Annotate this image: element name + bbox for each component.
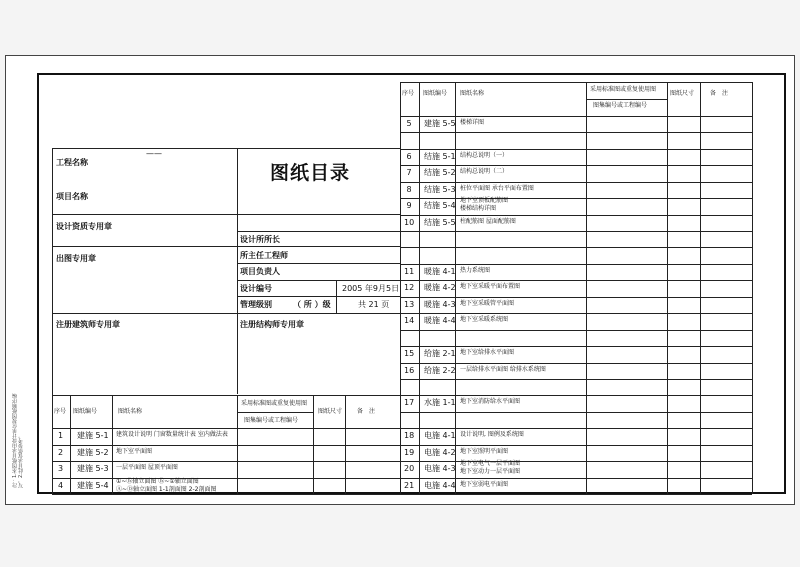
row-drawing-name: 桩位平面图 承台平面布置图	[460, 185, 534, 192]
row-drawing-name: 一层给排水平面图 给排水系统图	[460, 366, 546, 373]
tb-line	[237, 280, 400, 281]
grid-line	[400, 494, 752, 495]
grid-line	[586, 99, 667, 100]
drawing-seal-label: 出图专用章	[56, 254, 96, 263]
right-header-remarks: 备 注	[710, 90, 729, 97]
left-header-standard-line1: 采用标准图或重复使用图	[241, 400, 308, 407]
structural-seal-label: 注册结构师专用章	[240, 320, 304, 329]
row-seq: 5	[406, 119, 412, 128]
left-header-drawing-name: 图纸名称	[118, 408, 143, 415]
grid-line	[237, 395, 238, 494]
row-drawing-code: 暖施 4-4	[424, 316, 456, 325]
row-drawing-code: 电施 4-4	[424, 481, 456, 490]
grid-line	[237, 412, 313, 413]
row-drawing-code: 给施 2-2	[424, 366, 456, 375]
row-seq: 6	[406, 152, 412, 161]
tb-line	[237, 296, 400, 297]
total-pages: 共 21 页	[358, 300, 390, 309]
row-drawing-code: 暖施 4-2	[424, 283, 456, 292]
project-lead-label: 项目负责人	[240, 267, 280, 276]
tb-line	[237, 263, 400, 264]
row-drawing-code: 结施 5-4	[424, 201, 456, 210]
grid-line	[700, 82, 701, 494]
row-drawing-code: 建施 5-5	[424, 119, 456, 128]
row-drawing-code: 结施 5-2	[424, 168, 456, 177]
row-seq: 8	[406, 185, 412, 194]
row-drawing-code: 电施 4-2	[424, 448, 456, 457]
right-header-standard-line2: 图集编号或工程编号	[593, 102, 648, 109]
grid-line	[70, 395, 71, 494]
grid-line	[52, 478, 400, 479]
design-seal-label: 设计资质专用章	[56, 222, 112, 231]
row-drawing-code: 结施 5-5	[424, 218, 456, 227]
row-drawing-name: 地下室采暖管平面图	[460, 300, 515, 307]
row-seq: 18	[404, 431, 415, 440]
row-seq: 10	[404, 218, 415, 227]
grid-line	[52, 445, 400, 446]
row-drawing-name: 热力系统图	[460, 267, 491, 274]
right-header-drawing-no: 图纸编号	[423, 90, 448, 97]
row-seq: 21	[404, 481, 415, 490]
row-drawing-name: 地下室给排水平面图	[460, 349, 515, 356]
row-seq: 7	[406, 168, 412, 177]
row-drawing-code: 给施 2-1	[424, 349, 456, 358]
row-drawing-name: 地下室动力一层平面图	[460, 468, 521, 475]
row-drawing-name: 地下室采暖系统图	[460, 316, 509, 323]
grid-line	[52, 395, 53, 494]
row-drawing-code: 电施 4-3	[424, 464, 456, 473]
row-drawing-code: 建施 5-1	[77, 431, 109, 440]
row-drawing-name: 结构总说明（一）	[460, 152, 509, 159]
row-drawing-code: 建施 5-2	[77, 448, 109, 457]
left-header-drawing-no: 图纸编号	[73, 408, 98, 415]
tb-line	[52, 246, 400, 247]
right-header-drawing-name: 图纸名称	[460, 90, 485, 97]
design-number-label: 设计编号	[240, 284, 272, 293]
row-drawing-name: 地下室电气一层平面图	[460, 460, 521, 467]
left-header-standard-line2: 图集编号或工程编号	[244, 417, 299, 424]
row-drawing-name: 地下室照明平面图	[460, 448, 509, 455]
tb-line	[52, 214, 400, 215]
row-seq: 4	[58, 481, 64, 490]
row-seq: 1	[58, 431, 64, 440]
grid-line	[345, 395, 346, 494]
row-seq: 2	[58, 448, 64, 457]
tb-line	[336, 280, 337, 313]
project-name-value: ——	[146, 149, 162, 158]
row-drawing-name: 地下室平面图	[116, 448, 153, 455]
row-drawing-code: 建施 5-3	[77, 464, 109, 473]
row-drawing-name: 地下室消防给水平面图	[460, 398, 521, 405]
management-level-label: 管理级别	[240, 300, 272, 309]
row-seq: 20	[404, 464, 415, 473]
row-drawing-name: 一层平面图 屋顶平面图	[116, 464, 178, 471]
architect-seal-label: 注册建筑师专用章	[56, 320, 120, 329]
row-seq: 16	[404, 366, 415, 375]
grid-line	[313, 395, 314, 494]
document-title: 图纸目录	[270, 162, 351, 184]
tb-line	[52, 395, 400, 396]
right-header-size: 图纸尺寸	[670, 90, 695, 97]
row-drawing-name: 地下室采暖平面布置图	[460, 283, 521, 290]
row-seq: 14	[404, 316, 415, 325]
row-seq: 17	[404, 398, 415, 407]
row-drawing-name: 柱配筋图 屋面配筋图	[460, 218, 516, 225]
right-header-seq: 序号	[402, 90, 415, 97]
row-drawing-name: 设计说明, 图例及系统图	[460, 431, 524, 438]
row-seq: 13	[404, 300, 415, 309]
row-seq: 9	[406, 201, 412, 210]
row-drawing-code: 暖施 4-1	[424, 267, 456, 276]
row-seq: 19	[404, 448, 415, 457]
row-drawing-name: Ⓐ~Ⓓ轴立面图 1-1剖面图 2-2剖面图	[116, 486, 217, 493]
row-drawing-name: 地下室顶板配筋图	[460, 197, 509, 204]
director-label: 设计所所长	[240, 235, 280, 244]
row-drawing-name: 结构总说明（二）	[460, 168, 509, 175]
management-level-value: （ 所 ）级	[293, 300, 331, 309]
side-note: 注：1.本图纸目录由设计单位按图纸顺序编写，2.此目录仅供参考。	[12, 393, 24, 488]
project-name-label: 工程名称	[56, 158, 88, 167]
grid-line	[112, 395, 113, 494]
row-drawing-code: 结施 5-3	[424, 185, 456, 194]
row-drawing-name: 楼梯结构详图	[460, 205, 497, 212]
row-drawing-name: ①~⑮轴立面图 ⑮~①轴立面图	[116, 478, 199, 485]
row-drawing-name: 地下室弱电平面图	[460, 481, 509, 488]
tb-line	[237, 231, 400, 232]
left-header-seq: 序号	[54, 408, 67, 415]
grid-line	[400, 395, 401, 494]
tb-line	[52, 148, 400, 149]
row-seq: 12	[404, 283, 415, 292]
left-header-size: 图纸尺寸	[318, 408, 343, 415]
row-drawing-code: 电施 4-1	[424, 431, 456, 440]
tb-line	[237, 148, 238, 394]
right-header-standard-line1: 采用标准图或重复使用图	[590, 86, 657, 93]
row-seq: 11	[404, 267, 415, 276]
grid-line	[52, 461, 400, 462]
grid-line	[52, 428, 400, 429]
row-drawing-code: 结施 5-1	[424, 152, 456, 161]
left-header-remarks: 备 注	[357, 408, 376, 415]
design-date: 2005 年9月5日	[342, 284, 400, 293]
row-seq: 3	[58, 464, 64, 473]
row-drawing-code: 暖施 4-3	[424, 300, 456, 309]
row-drawing-code: 建施 5-4	[77, 481, 109, 490]
grid-line	[667, 82, 668, 494]
row-seq: 15	[404, 349, 415, 358]
item-name-label: 项目名称	[56, 192, 88, 201]
grid-line	[419, 82, 420, 494]
grid-line	[52, 494, 400, 495]
chief-engineer-label: 所主任工程师	[240, 251, 288, 260]
row-drawing-name: 楼梯详图	[460, 119, 485, 126]
tb-line	[52, 313, 400, 314]
row-drawing-name: 建筑设计说明 门窗数量统计表 室内做法表	[116, 431, 228, 438]
row-drawing-code: 水施 1-1	[424, 398, 456, 407]
grid-line	[752, 82, 753, 494]
grid-line	[586, 82, 587, 494]
